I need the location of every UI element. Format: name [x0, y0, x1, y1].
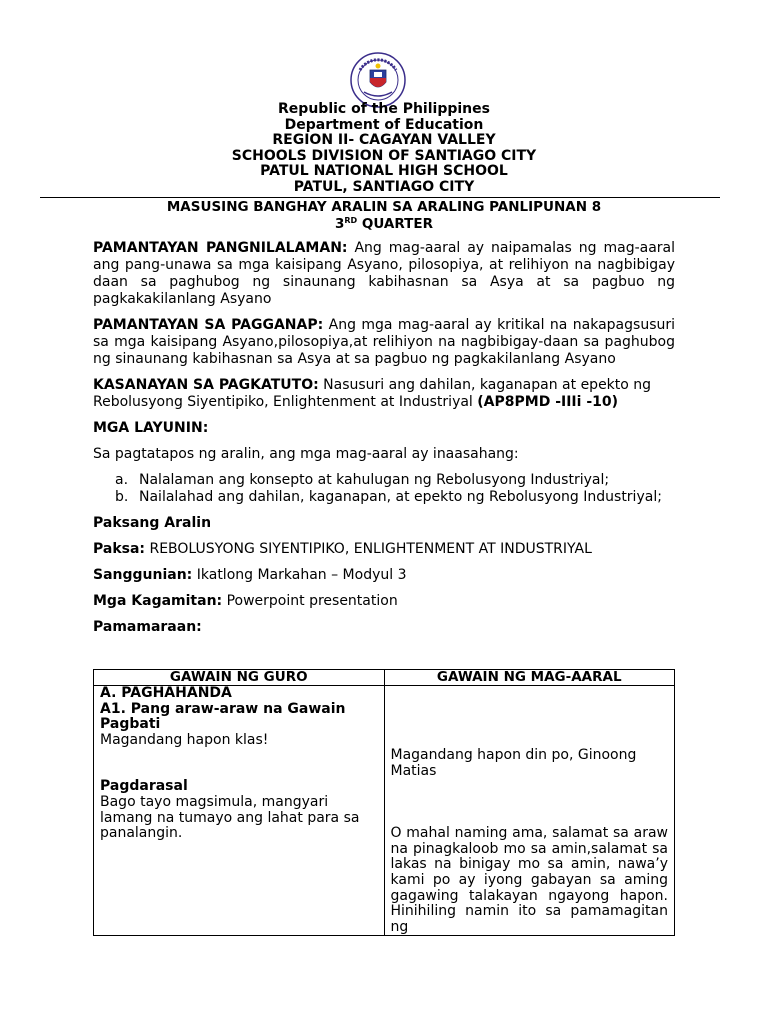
header-line-region: REGION II- CAGAYAN VALLEY: [272, 132, 496, 149]
subsection-pang-araw-araw: A1. Pang araw-araw na Gawain Pagbati: [100, 700, 346, 733]
list-item: [93, 472, 675, 489]
kagamitan-label: Mga Kagamitan:: [93, 593, 223, 609]
pangnilalaman-label: PAMANTAYAN PANGNILALAMAN:: [93, 240, 348, 256]
kasanayan-label: KASANAYAN SA PAGKATUTO:: [93, 377, 319, 393]
quarter-word: QUARTER: [361, 216, 433, 232]
quarter-number: 3: [334, 216, 345, 232]
title-main: MASUSING BANGHAY ARALIN SA ARALING PANLIPUNAN 8: [166, 199, 602, 215]
spacer: [391, 779, 669, 826]
spacer: [391, 686, 669, 748]
document-header: [0, 102, 768, 196]
header-line-republic: Republic of the Philippines: [278, 101, 490, 117]
pagganap-text: Ang mga mag-aaral ay kritikal na nakapagsusuri sa mga kaisipang Asyano,pilosopiya,at relihiyon na nagbibigay-daan sa paghubog ng sinaunang kabihasnan sa Asya at sa pagbuo ng pagkakilanlang Asyano: [93, 317, 676, 367]
header-line-school: PATUL NATIONAL HIGH SCHOOL: [260, 163, 508, 180]
pagdarasal-label: Pagdarasal: [100, 778, 188, 795]
paksa-label: Paksa:: [93, 541, 146, 557]
magaaral-greeting-reply: Magandang hapon din po, Ginoong Matias: [390, 747, 637, 779]
kasanayan-text: Nasusuri ang dahilan, kaganapan at epekto ng Rebolusyong Siyentipiko, Enlightenment at Industriyal: [93, 377, 652, 410]
pamantayan-pagganap: [93, 317, 675, 368]
kagamitan-line: [93, 593, 675, 610]
title-quarter: [0, 216, 768, 233]
list-item-text: Nalalaman ang konsepto at kahulugan ng Rebolusyong Industriyal;: [139, 472, 610, 488]
list-marker: a.: [115, 472, 129, 488]
activities-table: [93, 669, 675, 936]
layunin-heading: MGA LAYUNIN:: [93, 420, 209, 436]
sanggunian-label: Sanggunian:: [93, 567, 193, 583]
paksang-aralin-heading: Paksang Aralin: [93, 515, 212, 531]
magaaral-cell: [384, 686, 675, 936]
guro-prayer-instruction: Bago tayo magsimula, mangyari lamang na tumayo ang lahat para sa panalangin.: [100, 793, 360, 842]
paksa-value: REBOLUSYONG SIYENTIPIKO, ENLIGHTENMENT AT INDUSTRIYAL: [149, 541, 592, 557]
kasanayan-code: (AP8PMD -IIIi -10): [477, 394, 619, 410]
guro-cell: [94, 686, 385, 936]
header-gawain-ng-magaaral: GAWAIN NG MAG-AARAL: [384, 670, 675, 686]
guro-greeting: Magandang hapon klas!: [100, 731, 269, 748]
lesson-plan-title: [0, 199, 768, 233]
deped-seal-logo: [350, 52, 406, 108]
list-item-text: Nailalahad ang dahilan, kaganapan, at epekto ng Rebolusyong Industriyal;: [139, 489, 662, 505]
table-header-row: [94, 670, 675, 686]
pagganap-label: PAMANTAYAN SA PAGGANAP:: [93, 317, 324, 333]
section-paghahanda: A. PAGHAHANDA: [100, 685, 232, 701]
pamamaraan-heading: Pamamaraan:: [93, 619, 202, 635]
pamantayan-pangnilalaman: [93, 240, 675, 308]
table-row: [94, 686, 675, 936]
pangnilalaman-text: Ang mag-aaral ay naipamalas ng mag-aaral ang pang-unawa sa mga kaisipang Asyano, pilosopiya, at relihiyon na nagbibigay daan sa paghubog ng sinaunang kabihasnan sa Asya at sa pagbuo ng pagkakakilanlang Asyano: [93, 240, 676, 307]
header-line-address: PATUL, SANTIAGO CITY: [293, 178, 475, 195]
header-gawain-ng-guro: GAWAIN NG GURO: [94, 670, 385, 686]
quarter-suffix: RD: [344, 216, 358, 225]
magaaral-prayer: O mahal naming ama, salamat sa araw na pinagkaloob mo sa amin,salamat sa lakas na binigay mo sa amin, nawa’y kami po ay iyong gabayan sa aming gagawing talakayan ngayong hapon. Hinihiling namin ito sa pamamagitan ng: [390, 825, 668, 935]
header-line-division: SCHOOLS DIVISION OF SANTIAGO CITY: [231, 147, 537, 164]
header-line-department: Department of Education: [284, 116, 484, 133]
sanggunian-value: Ikatlong Markahan – Modyul 3: [196, 567, 407, 583]
list-marker: b.: [115, 489, 129, 505]
kagamitan-value: Powerpoint presentation: [226, 593, 398, 609]
spacer: [100, 748, 378, 779]
header-divider: [40, 197, 720, 198]
layunin-intro: Sa pagtatapos ng aralin, ang mga mag-aaral ay inaasahang:: [93, 446, 519, 462]
kasanayan-sa-pagkatuto: [93, 377, 675, 411]
sanggunian-line: [93, 567, 675, 584]
paksa-line: [93, 541, 675, 558]
document-body: [93, 240, 675, 645]
list-item: [93, 489, 675, 506]
layunin-list: [93, 472, 675, 506]
